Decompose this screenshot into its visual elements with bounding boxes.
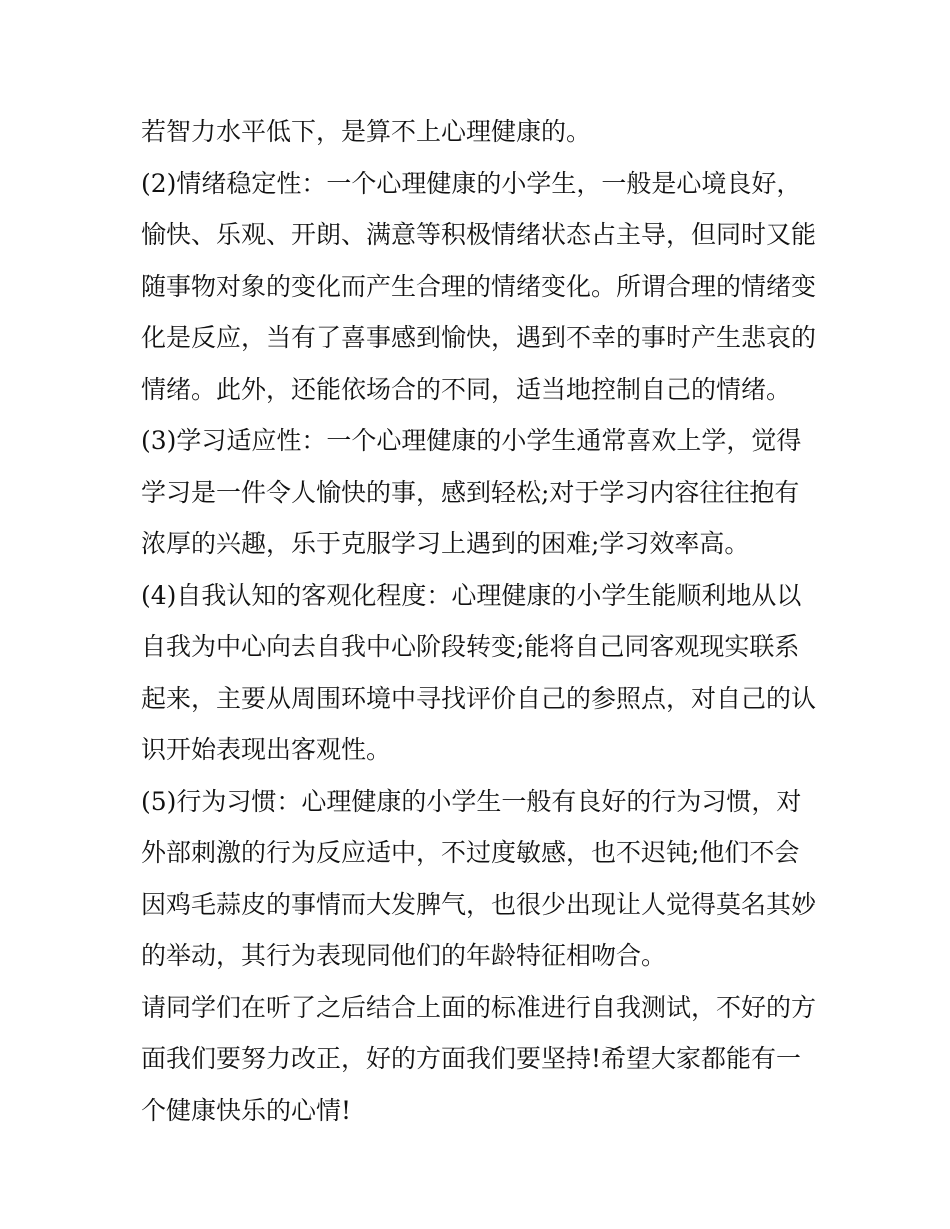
text-line: 个健康快乐的心情! bbox=[141, 1095, 352, 1125]
text-line: (3)学习适应性：一个心理健康的小学生通常喜欢上学，觉得 bbox=[141, 426, 802, 455]
text-line: 的举动，其行为表现同他们的年龄特征相吻合。 bbox=[141, 941, 667, 970]
text-line: (4)自我认知的客观化程度：心理健康的小学生能顺利地从以 bbox=[141, 580, 802, 610]
text-line: 情绪。此外，还能依场合的不同，适当地控制自己的情绪。 bbox=[141, 374, 792, 404]
text-line: 自我为中心向去自我中心阶段转变;能将自己同客观现实联系 bbox=[141, 632, 800, 661]
text-line: 随事物对象的变化而产生合理的情绪变化。所谓合理的情绪变 bbox=[141, 271, 817, 301]
text-line: 面我们要努力改正，好的方面我们要坚持!希望大家都能有一 bbox=[141, 1044, 802, 1073]
text-line: 学习是一件令人愉快的事，感到轻松;对于学习内容往往抱有 bbox=[141, 477, 800, 507]
text-line: 因鸡毛蒜皮的事情而大发脾气，也很少出现让人觉得莫名其妙 bbox=[141, 889, 817, 919]
text-line: (5)行为习惯：心理健康的小学生一般有良好的行为习惯，对 bbox=[141, 786, 802, 816]
text-line: 愉快、乐观、开朗、满意等积极情绪状态占主导，但同时又能 bbox=[141, 220, 817, 249]
text-line: 外部刺激的行为反应适中，不过度敏感，也不迟钝;他们不会 bbox=[141, 838, 800, 867]
text-line: 化是反应，当有了喜事感到愉快，遇到不幸的事时产生悲哀的 bbox=[141, 323, 817, 352]
text-line: 识开始表现出客观性。 bbox=[141, 735, 392, 764]
document-body bbox=[141, 106, 821, 1136]
text-line: 起来，主要从周围环境中寻找评价自己的参照点，对自己的认 bbox=[141, 683, 817, 713]
text-line: 请同学们在听了之后结合上面的标准进行自我测试，不好的方 bbox=[141, 992, 817, 1022]
text-line: (2)情绪稳定性：一个心理健康的小学生，一般是心境良好， bbox=[141, 168, 802, 198]
text-line: 浓厚的兴趣，乐于克服学习上遇到的困难;学习效率高。 bbox=[141, 529, 750, 558]
text-line: 若智力水平低下，是算不上心理健康的。 bbox=[141, 117, 592, 146]
